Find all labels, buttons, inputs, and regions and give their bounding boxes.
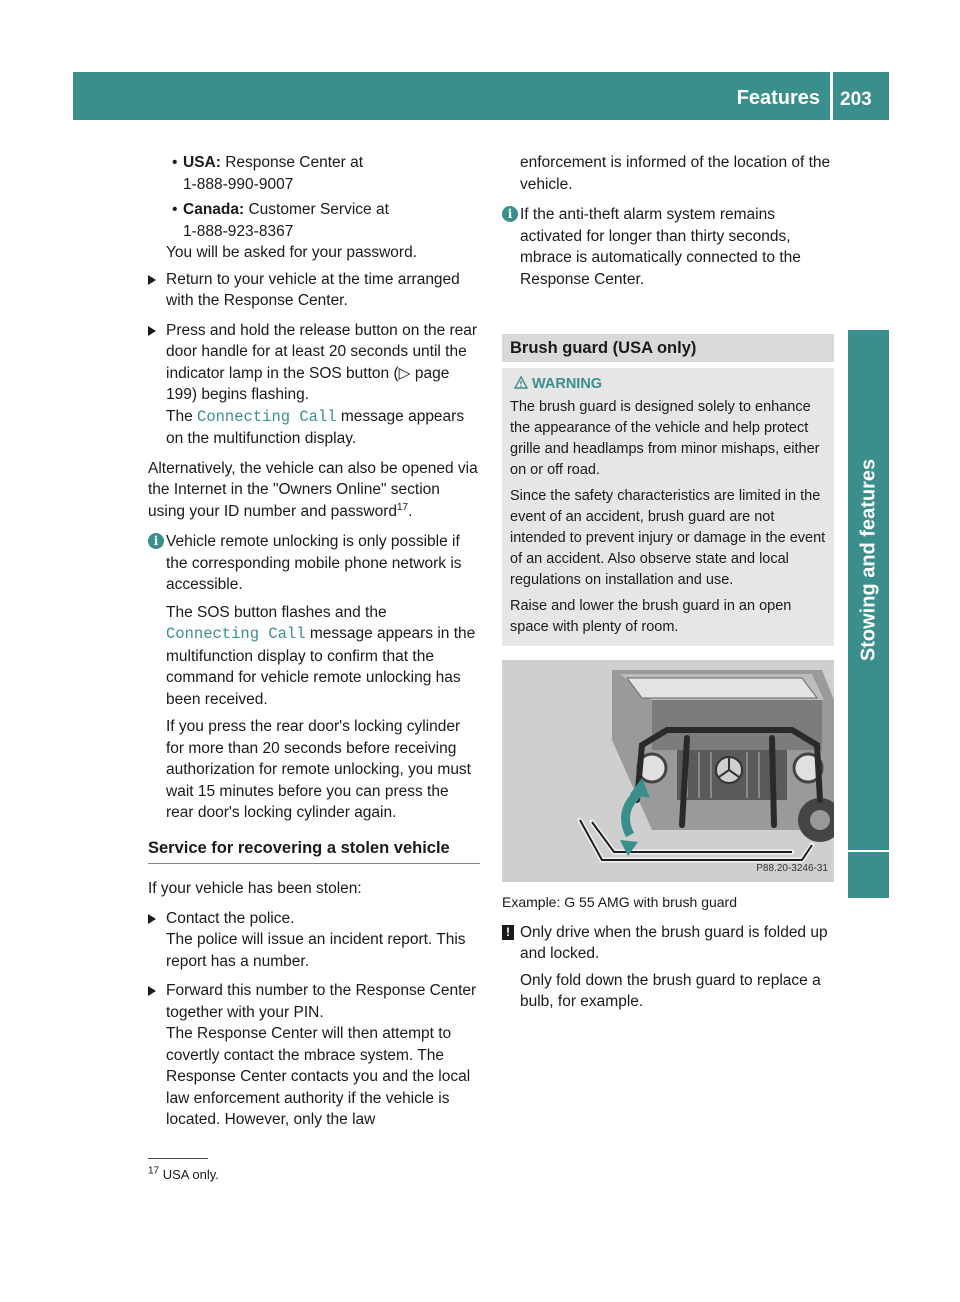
bullet-usa <box>148 152 480 195</box>
step-text: Press and hold the release button on the rear door handle for at least 20 seconds until the indicator lamp in the SOS button (▷ page 199) begins flashing. <box>166 321 478 403</box>
step-forward-number <box>148 980 480 1131</box>
note-text: The SOS button flashes and the <box>166 603 387 621</box>
right-column <box>502 152 834 1013</box>
footnote-ref: 17 <box>397 501 409 513</box>
stolen-intro: If your vehicle has been stolen: <box>148 880 362 897</box>
step-contact-police <box>148 908 480 973</box>
alert-exclamation-icon: ! <box>502 925 514 940</box>
paragraph-text: . <box>408 502 413 520</box>
step-arrow-icon <box>148 914 156 924</box>
brush-guard-figure <box>502 660 834 882</box>
continued-text: enforcement is informed of the location of the vehicle. <box>520 154 831 193</box>
info-icon: i <box>148 533 164 549</box>
footnote-mark: 17 <box>148 1165 160 1177</box>
note-text: message appears in the multifunction display to confirm that the command for vehicle remote unlocking has been received. <box>166 625 476 708</box>
bullet-text: Customer Service at <box>248 201 389 218</box>
caution-text: Only fold down the brush guard to replace a bulb, for example. <box>520 971 821 1010</box>
footnote-text: USA only. <box>162 1167 219 1182</box>
bullet-dot: • <box>172 201 178 218</box>
step-text: Forward this number to the Response Center together with your PIN. <box>166 982 477 1021</box>
step-arrow-icon <box>148 275 156 285</box>
footnote-rule <box>148 1158 208 1159</box>
display-message: Connecting Call <box>197 407 337 426</box>
bullet-text: Response Center at <box>225 154 364 171</box>
header-separator <box>830 72 833 120</box>
note-text: Vehicle remote unlocking is only possible if the corresponding mobile phone network is accessible. <box>166 533 462 593</box>
note-text: If the anti-theft alarm system remains activated for longer than thirty seconds, mbrace is automatically connected to the Response Center. <box>520 206 801 288</box>
step-text: The police will issue an incident report. This report has a number. <box>166 931 466 970</box>
left-column <box>148 152 480 1131</box>
bullet-label: Canada: <box>183 201 245 218</box>
vehicle-brush-guard-illustration <box>502 660 834 882</box>
warning-text: Raise and lower the brush guard in an open space with plenty of room. <box>510 598 792 635</box>
phone-number: 1-888-923-8367 <box>183 222 294 240</box>
info-note-alarm <box>502 204 834 290</box>
warning-text: Since the safety characteristics are limited in the event of an accident, brush guard are not intended to prevent injury or damage in the event of an accident. Also observe state and local regulations on installation and use. <box>510 488 826 588</box>
info-icon: i <box>502 206 518 222</box>
alternative-paragraph <box>148 458 480 523</box>
figure-caption: Example: G 55 AMG with brush guard <box>502 894 737 910</box>
bullet-label: USA: <box>183 154 221 171</box>
side-tab-block <box>848 852 889 898</box>
warning-text: The brush guard is designed solely to enhance the appearance of the vehicle and help protect grille and headlamps from minor mishaps, either on or off road. <box>510 399 820 478</box>
stolen-vehicle-heading: Service for recovering a stolen vehicle <box>148 838 480 865</box>
caution-text: Only drive when the brush guard is folded up and locked. <box>520 923 828 962</box>
caution-note <box>502 922 834 1013</box>
step-text: Return to your vehicle at the time arranged with the Response Center. <box>166 270 460 309</box>
note-text: If you press the rear door's locking cylinder for more than 20 seconds before receiving authorization for remote unlocking, you must wait 15 minutes before you can press the rear door's locking cylinder again. <box>166 718 471 821</box>
password-note: You will be asked for your password. <box>166 244 418 261</box>
bullet-dot: • <box>172 154 178 171</box>
figure-reference: P88.20-3246-31 <box>756 862 828 874</box>
page-number: 203 <box>840 89 872 110</box>
bullet-canada <box>148 199 480 242</box>
step-arrow-icon <box>148 326 156 336</box>
side-tab-label: Stowing and features <box>857 458 880 662</box>
step-press-hold <box>148 320 480 450</box>
step-arrow-icon <box>148 986 156 996</box>
warning-box <box>502 368 834 646</box>
step-text: The Response Center will then attempt to covertly contact the mbrace system. The Response Center contacts you and the local law enforcement authority if the vehicle is located. However, only the law <box>166 1025 471 1128</box>
phone-number: 1-888-990-9007 <box>183 175 294 193</box>
paragraph-text: Alternatively, the vehicle can also be opened via the Internet in the "Owners Online" section using your ID number and password <box>148 459 478 520</box>
page-section-title: Features <box>736 87 820 109</box>
step-text: The <box>166 407 193 425</box>
step-return <box>148 269 480 312</box>
warning-triangle-icon <box>514 376 528 389</box>
info-note <box>148 531 480 824</box>
step-text: message appears on the multifunction display. <box>166 407 465 447</box>
display-message: Connecting Call <box>166 625 306 643</box>
footnote <box>148 1164 219 1186</box>
note-text <box>166 602 480 711</box>
warning-label: WARNING <box>532 376 603 392</box>
brush-guard-heading: Brush guard (USA only) <box>502 334 834 362</box>
step-text: Contact the police. <box>166 909 295 927</box>
warning-title <box>510 374 828 395</box>
